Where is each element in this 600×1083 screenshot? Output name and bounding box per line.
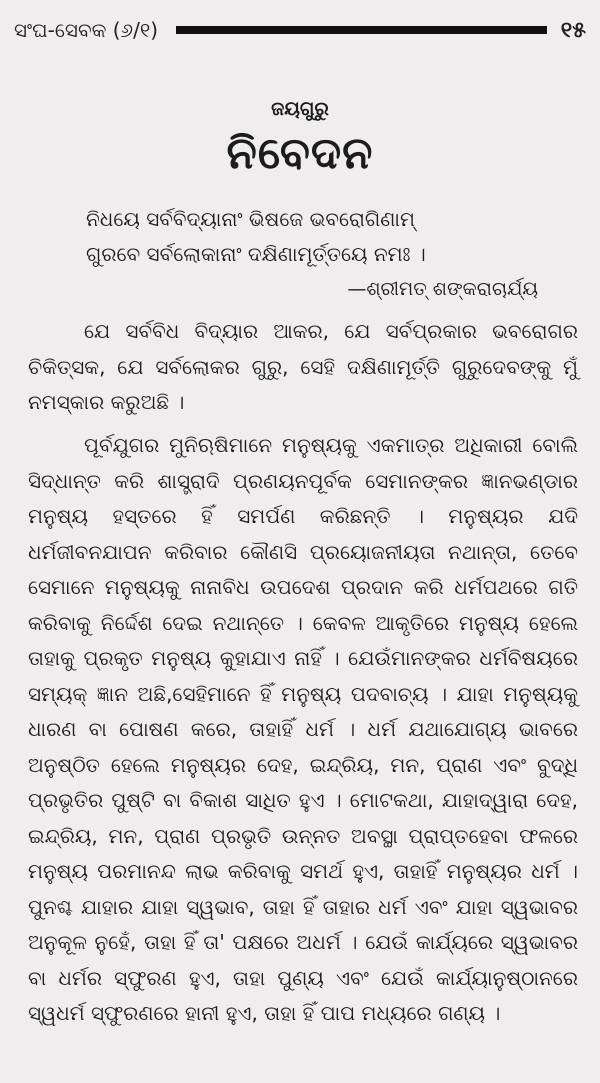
verse-line-1: ନିଧୟେ ସର୍ବବିଦ୍ୟାନାଂ ଭିଷଜେ ଭବରୋଗିଣାମ୍ — [86, 207, 415, 231]
running-header — [14, 10, 586, 50]
page-number: ୧୫ — [560, 17, 586, 43]
page-title: ନିବେଦନ — [226, 128, 374, 179]
header-rule — [176, 26, 547, 34]
verse-line-2: ଗୁରବେ ସର୍ବଲୋକାନାଂ ଦକ୍ଷିଣାମୂର୍ତ୍ତୟେ ନମଃ । — [86, 242, 426, 266]
invocation-heading: ଜୟଗୁରୁ — [271, 98, 329, 120]
verse-attribution: —ଶ୍ରୀମତ୍ ଶଙ୍କରାଚାର୍ଯ୍ୟ — [347, 278, 538, 300]
body-paragraph-2: ପୂର୍ବଯୁଗର ମୁନିଋଷିମାନେ ମନୁଷ୍ୟକୁ ଏକମାତ୍ର ଅଧିକାରୀ ବୋଲି ସିଦ୍ଧାନ୍ତ କରି ଶାସ୍ତ୍ରାଦି ପ୍ରଣୟନପୂର୍ବକ ସେମାନଙ୍କର ଜ୍ଞାନଭଣ୍ଡାର ମନୁଷ୍ୟ ହସ୍ତରେ ହିଁ ସମର୍ପଣ କରିଛନ୍ତି । ମନୁଷ୍ୟର ଯଦି ଧର୍ମଜୀବନଯାପନ କରିବାର କୌଣସି ପ୍ରୟୋଜନୀୟତା ନଥାନ୍ତା, ତେବେ ସେମାନେ ମନୁଷ୍ୟକୁ ନାନାବିଧ ଉପଦେଶ ପ୍ରଦାନ କରି ଧର୍ମପଥରେ ଗତି କରିବାକୁ ନିର୍ଦ୍ଦେଶ ଦେଇ ନଥାନ୍ତେ । କେବଳ ଆକୃତିରେ ମନୁଷ୍ୟ ହେଲେ ତାହାକୁ ପ୍ରକୃତ ମନୁଷ୍ୟ କୁହାଯାଏ ନାହିଁ । ଯେଉଁମାନଙ୍କର ଧର୍ମବିଷୟରେ ସମ୍ୟକ୍ ଜ୍ଞାନ ଅଛି,ସେହିମାନେ ହିଁ ମନୁଷ୍ୟ ପଦବାଚ୍ୟ । ଯାହା ମନୁଷ୍ୟକୁ ଧାରଣ ବା ପୋଷଣ କରେ, ତାହାହିଁ ଧର୍ମ । ଧର୍ମ ଯଥାଯୋଗ୍ୟ ଭାବରେ ଅନୁଷ୍ଠିତ ହେଲେ ମନୁଷ୍ୟର ଦେହ, ଇନ୍ଦ୍ରିୟ, ମନ, ପ୍ରାଣ ଏବଂ ବୁଦ୍ଧି ପ୍ରଭୃତିର ପୁଷ୍ଟି ବା ବିକାଶ ସାଧିତ ହୁଏ । ମୋଟକଥା, ଯାହାଦ୍ୱାରା ଦେହ, ଇନ୍ଦ୍ରିୟ, ମନ, ପ୍ରାଣ ପ୍ରଭୃତି ଉନ୍ନତ ଅବସ୍ଥା ପ୍ରାପ୍ତହେବା ଫଳରେ ମନୁଷ୍ୟ ପରମାନନ୍ଦ ଲାଭ କରିବାକୁ ସମର୍ଥ ହୁଏ, ତାହାହିଁ ମନୁଷ୍ୟର ଧର୍ମ । ପୁନଶ୍ଚ ଯାହାର ଯାହା ସ୍ୱଭାବ, ତାହା ହିଁ ତାହାର ଧର୍ମ ଏବଂ ଯାହା ସ୍ୱଭାବର ଅନୁକୂଳ ନୁହେଁ, ତାହା ହିଁ ତା' ପକ୍ଷରେ ଅଧର୍ମ । ଯେଉଁ କାର୍ଯ୍ୟରେ ସ୍ୱଭାବର ବା ଧର୍ମର ସ୍ଫୁରଣ ହୁଏ, ତାହା ପୁଣ୍ୟ ଏବଂ ଯେଉଁ କାର୍ଯ୍ୟାନୁଷ୍ଠାନରେ ସ୍ୱଧର୍ମ ସ୍ଫୁରଣରେ ହାନୀ ହୁଏ, ତାହା ହିଁ ପାପ ମଧ୍ୟରେ ଗଣ୍ୟ । — [28, 433, 578, 1025]
body-paragraph-1: ଯେ ସର୍ବବିଧ ବିଦ୍ୟାର ଆକର, ଯେ ସର୍ବପ୍ରକାର ଭବରୋଗର ଚିକିତ୍ସକ, ଯେ ସର୍ବଲୋକର ଗୁରୁ, ସେହି ଦକ୍ଷିଣାମୂର୍ତ୍ତି ଗୁରୁଦେବଙ୍କୁ ମୁଁ ନମସ୍କାର କରୁଅଛି । — [28, 319, 578, 414]
journal-name: ସଂଘ-ସେବକ (୬/୧) — [14, 18, 159, 42]
